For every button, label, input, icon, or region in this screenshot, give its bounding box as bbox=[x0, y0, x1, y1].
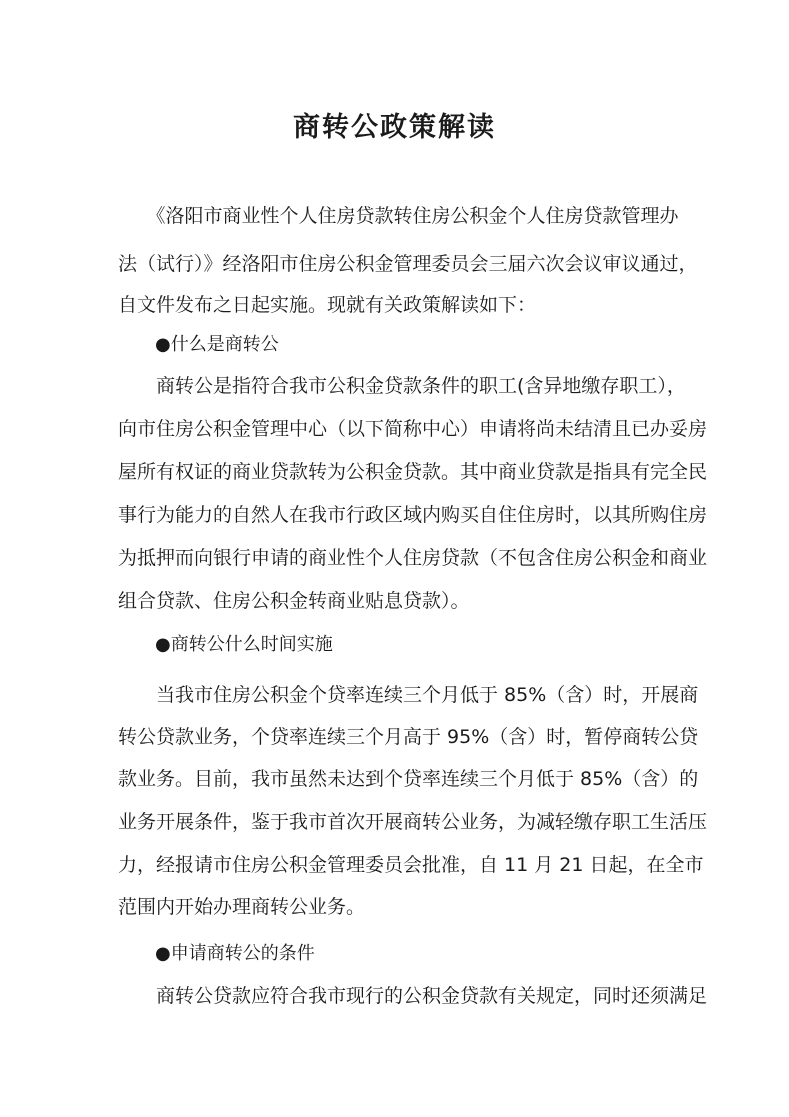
section1-line-5: 为抵押而向银行申请的商业性个人住房贷款（不包含住房公积金和商业 bbox=[118, 547, 708, 569]
intro-line-1: 《洛阳市商业性个人住房贷款转住房公积金个人住房贷款管理办 bbox=[118, 205, 679, 227]
intro-line-3: 自文件发布之日起实施。现就有关政策解读如下： bbox=[118, 294, 537, 316]
section2-line-2: 转公贷款业务，个贷率连续三个月高于 95%（含）时，暂停商转公贷 bbox=[118, 726, 699, 748]
section3-line-1: 商转公贷款应符合我市现行的公积金贷款有关规定，同时还须满足 bbox=[118, 985, 708, 1007]
section1-line-4: 事行为能力的自然人在我市行政区域内购买自住住房时，以其所购住房 bbox=[118, 504, 708, 526]
section2-line-6: 范围内开始办理商转公业务。 bbox=[118, 896, 366, 918]
section1-line-6: 组合贷款、住房公积金转商业贴息贷款）。 bbox=[118, 590, 470, 612]
section-heading-conditions: ●申请商转公的条件 bbox=[155, 943, 315, 964]
intro-line-2: 法（试行）》经洛阳市住房公积金管理委员会三届六次会议审议通过， bbox=[118, 253, 698, 275]
document-title: 商转公政策解读 bbox=[293, 112, 496, 143]
section1-line-3: 屋所有权证的商业贷款转为公积金贷款。其中商业贷款是指具有完全民 bbox=[118, 461, 708, 483]
section2-line-5: 力，经报请市住房公积金管理委员会批准，自 11 月 21 日起，在全市 bbox=[118, 854, 704, 876]
section1-line-1: 商转公是指符合我市公积金贷款条件的职工(含异地缴存职工）， bbox=[118, 375, 686, 397]
section2-line-3: 款业务。目前，我市虽然未达到个贷率连续三个月低于 85%（含）的 bbox=[118, 768, 699, 790]
section1-line-2: 向市住房公积金管理中心（以下简称中心）申请将尚未结清且已办妥房 bbox=[118, 418, 708, 440]
section-heading-when: ●商转公什么时间实施 bbox=[155, 634, 333, 655]
section2-line-1: 当我市住房公积金个贷率连续三个月低于 85%（含）时，开展商 bbox=[118, 684, 699, 706]
section2-line-4: 业务开展条件，鉴于我市首次开展商转公业务，为减轻缴存职工生活压 bbox=[118, 811, 708, 833]
section-heading-what-is: ●什么是商转公 bbox=[155, 334, 279, 355]
